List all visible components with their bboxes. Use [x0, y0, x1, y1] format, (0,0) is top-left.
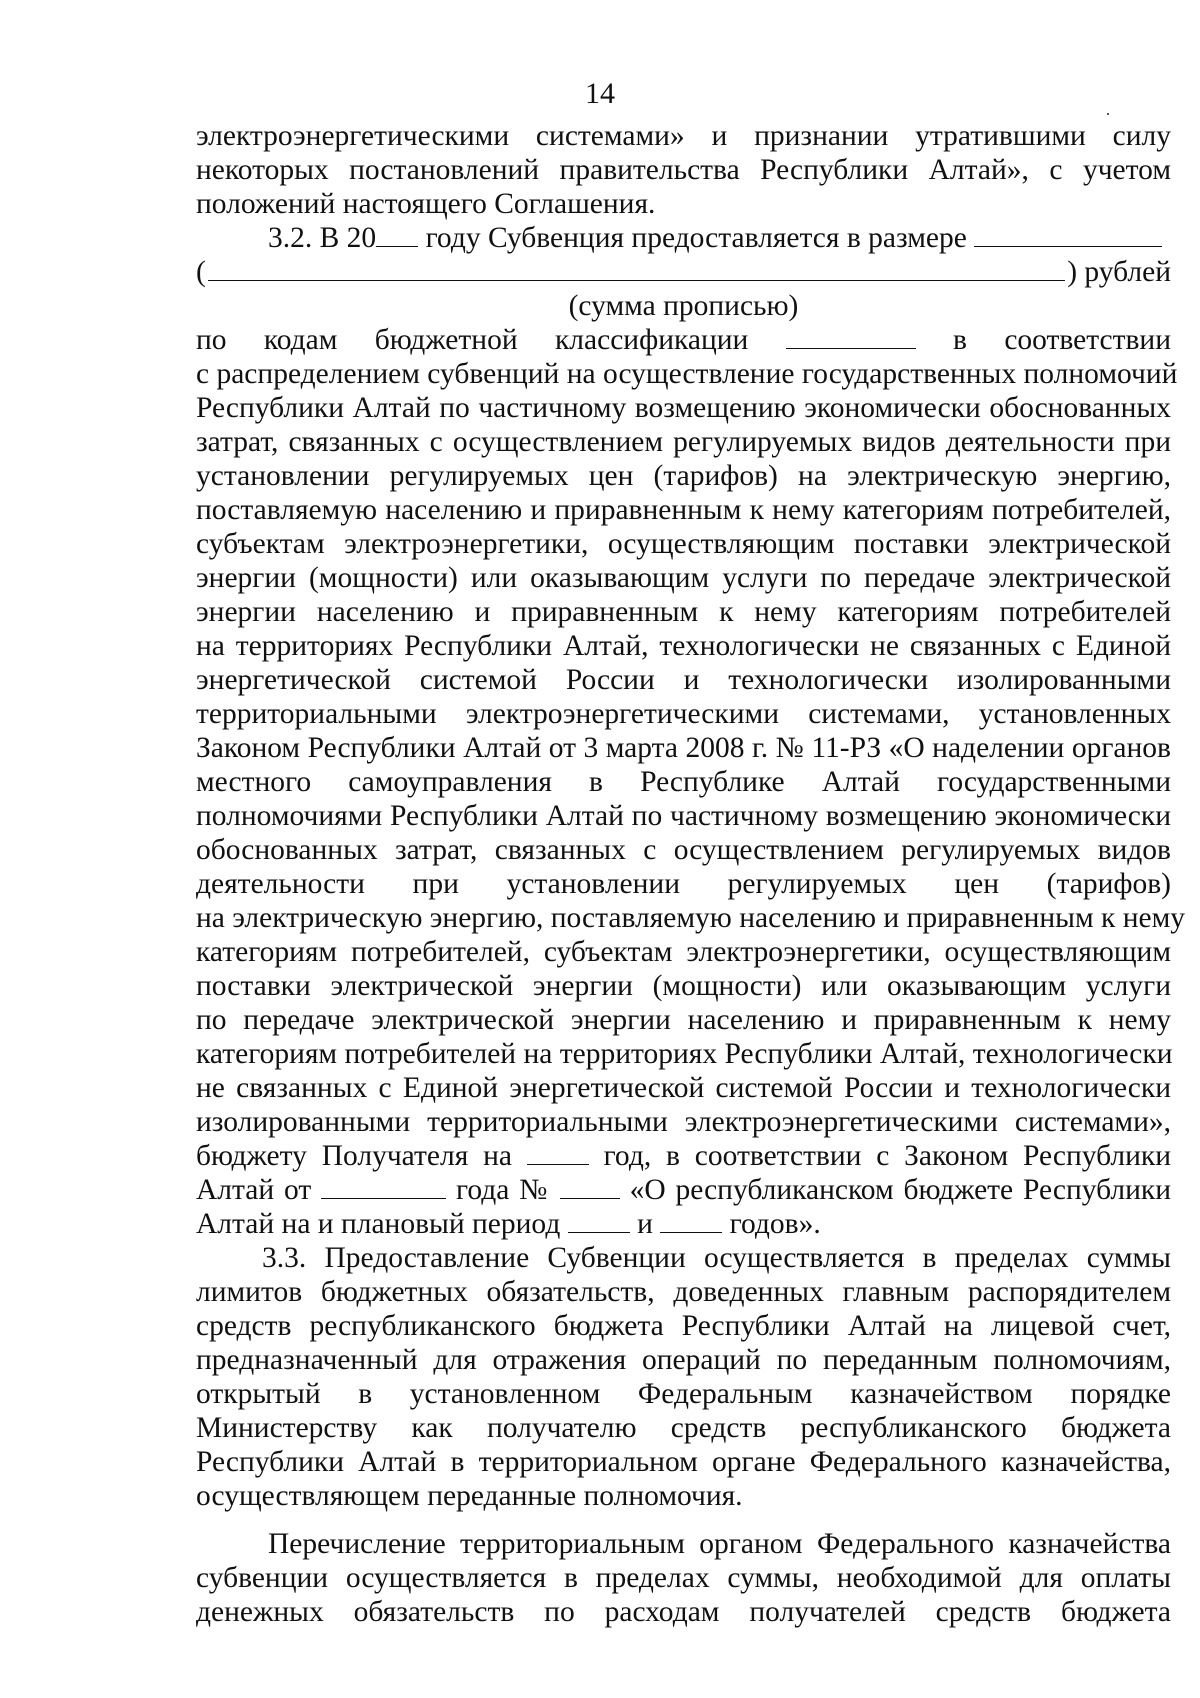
amount-in-words-blank	[208, 256, 1065, 281]
document-body	[196, 119, 1186, 1629]
text-fragment: годов».	[722, 1208, 821, 1240]
text-line: некоторых постановлений правительства Республики Алтай», с учетом	[196, 154, 1171, 186]
text-line: предназначенный для отражения операций по переданным полномочиям,	[196, 1344, 1171, 1376]
text-fragment: год, в соответствии с Законом Республики	[588, 1140, 1172, 1172]
text-fragment: соответствии	[1004, 324, 1171, 356]
text-line: затрат, связанных с осуществлением регулируемых видов деятельности при	[196, 426, 1171, 458]
text-line: по передаче электрической энергии населению и приравненным к нему	[196, 1004, 1171, 1036]
text-line: Законом Республики Алтай от 3 марта 2008 г. № 11-РЗ «О наделении органов	[196, 732, 1171, 764]
text-line: деятельности при установлении регулируемых цен (тарифов)	[196, 868, 1171, 900]
scan-speck	[1107, 113, 1109, 115]
text-line: Республики Алтай по частичному возмещению экономически обоснованных	[196, 392, 1171, 424]
text-fragment: по	[196, 324, 227, 356]
planning-period-line	[196, 1207, 1171, 1241]
text-line: Перечисление территориальным органом Федерального казначейства	[268, 1528, 1171, 1560]
text-line: территориальными электроэнергетическими системами, установленных	[196, 698, 1171, 730]
amount-blank	[974, 222, 1162, 247]
law-number-blank	[560, 1174, 620, 1199]
text-line: на электрическую энергию, поставляемую населению и приравненным к нему	[196, 902, 1186, 934]
text-line: категориям потребителей, субъектам электроэнергетики, осуществляющим	[196, 936, 1171, 968]
text-fragment: Алтай на и плановый период	[196, 1208, 568, 1240]
text-line: средств республиканского бюджета Республики Алтай на лицевой счет,	[196, 1310, 1171, 1342]
text-line: Республики Алтай в территориальном органе Федерального казначейства,	[196, 1446, 1171, 1478]
text-fragment: «О республиканском бюджете Республики	[619, 1174, 1172, 1206]
text-line: изолированными территориальными электроэнергетическими системами»,	[196, 1106, 1171, 1138]
text-line: поставки электрической энергии (мощности) или оказывающим услуги	[196, 970, 1171, 1002]
text-line: энергии (мощности) или оказывающим услуги по передаче электрической	[196, 562, 1171, 594]
amount-in-words-line	[196, 255, 1171, 289]
year-blank	[376, 222, 418, 247]
text-line: с распределением субвенций на осуществление государственных полномочий	[196, 358, 1178, 390]
text-fragment: в	[953, 324, 967, 356]
text-line: электроэнергетическими системами» и признании утратившими силу	[196, 120, 1171, 152]
text-line: поставляемую населению и приравненным к нему категориям потребителей,	[196, 494, 1171, 526]
text-line: субвенции осуществляется в пределах суммы, необходимой для оплаты	[196, 1562, 1171, 1594]
budget-year-line	[196, 1139, 1171, 1173]
amount-caption: (сумма прописью)	[568, 290, 799, 322]
text-line: на территориях Республики Алтай, технологически не связанных с Единой	[196, 630, 1171, 662]
clause-3-2-heading-line	[196, 221, 1171, 255]
text-line: положений настоящего Соглашения.	[196, 188, 656, 220]
text-fragment: году Субвенция предоставляется в размере	[418, 222, 975, 254]
text-line: установлении регулируемых цен (тарифов) на электрическую энергию,	[196, 460, 1171, 492]
text-line: энергетической системой России и технологически изолированными	[196, 664, 1171, 696]
text-line: Министерству как получателю средств республиканского бюджета	[196, 1412, 1171, 1444]
text-line: 3.3. Предоставление Субвенции осуществляется в пределах суммы	[262, 1242, 1171, 1274]
text-fragment: Алтай от	[196, 1174, 322, 1206]
law-reference-line	[196, 1173, 1171, 1207]
text-line: категориям потребителей на территориях Республики Алтай, технологически	[196, 1038, 1173, 1070]
page-number: 14	[585, 77, 615, 110]
text-line: местного самоуправления в Республике Алтай государственными	[196, 766, 1171, 798]
text-fragment: классификации	[554, 324, 749, 356]
text-line: денежных обязательств по расходам получателей средств бюджета	[196, 1596, 1171, 1628]
budget-code-line	[196, 323, 1171, 357]
period-end-blank	[660, 1208, 722, 1233]
text-fragment: года №	[446, 1174, 560, 1206]
text-line: обоснованных затрат, связанных с осуществлением регулируемых видов	[196, 834, 1171, 866]
period-start-blank	[568, 1208, 630, 1233]
budget-code-blank	[786, 324, 916, 349]
text-line: энергии населению и приравненным к нему категориям потребителей	[196, 596, 1171, 628]
text-line: открытый в установленном Федеральным казначейством порядке	[196, 1378, 1171, 1410]
text-line: лимитов бюджетных обязательств, доведенных главным распорядителем	[196, 1276, 1171, 1308]
text-line: субъектам электроэнергетики, осуществляющим поставки электрической	[196, 528, 1171, 560]
text-fragment: (	[196, 256, 206, 288]
law-date-blank	[321, 1174, 446, 1199]
text-line: не связанных с Единой энергетической системой России и технологически	[196, 1072, 1171, 1104]
text-fragment: 3.2. В 20	[268, 222, 377, 254]
text-fragment: кодам	[263, 324, 338, 356]
text-line: полномочиями Республики Алтай по частичному возмещению экономически	[196, 800, 1171, 832]
text-line: осуществляющем переданные полномочия.	[196, 1480, 743, 1512]
text-fragment: бюджету Получателя на	[196, 1140, 527, 1172]
budget-year-blank	[527, 1140, 589, 1165]
text-fragment: ) рублей	[1067, 256, 1171, 288]
text-fragment: и	[629, 1208, 661, 1240]
text-fragment: бюджетной	[374, 324, 518, 356]
